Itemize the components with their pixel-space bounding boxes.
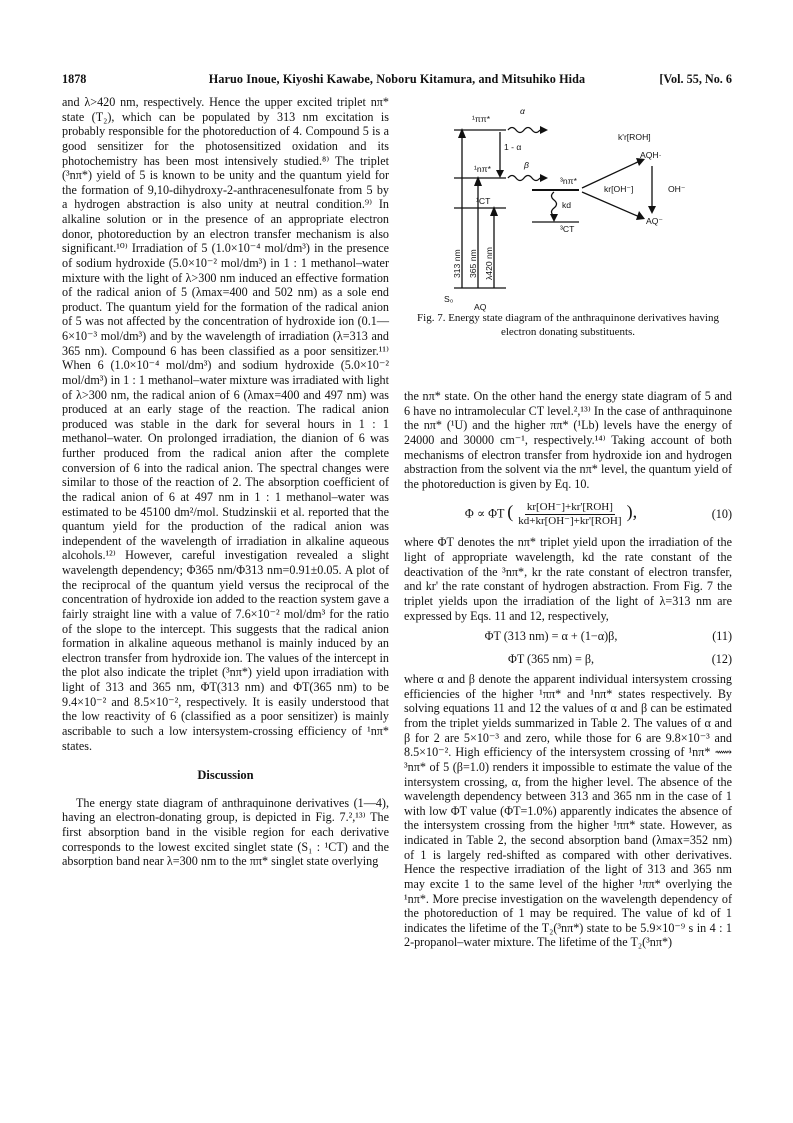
energy-state-diagram <box>414 100 724 312</box>
k-oh-arrow <box>582 192 642 218</box>
label-one-minus-alpha: 1 - α <box>504 142 522 152</box>
volume-info: [Vol. 55, No. 6 <box>659 72 732 86</box>
eq10-numerator: kr[OH⁻]+kr'[ROH] <box>526 500 613 513</box>
eq10-denominator: kd+kr[OH⁻]+kr'[ROH] <box>518 514 622 527</box>
body-paragraph: The energy state diagram of anthraquinone derivatives (1—4), having an electron-donating group, is depicted in Fig. 7.²,¹³⁾ The first absorption band in the visible region for each derivative corresponds to the lowest excited singlet state (S₁ : ¹CT) and the absorption band near λ=300 nm to the ππ* singlet state overlying <box>62 795 389 869</box>
label-aqh: AQH· <box>640 150 662 160</box>
eq10-lhs: Φ ∝ ΦT <box>464 506 505 521</box>
equation-11 <box>404 626 732 646</box>
body-paragraph: where α and β denote the apparent individual intersystem crossing efficiencies of the higher ¹ππ* and ¹nπ* states respectively. By solving equations 11 and 12 the values of α and β can be estimated from the triplet yields summarized in Table 2. The values of α and β for 2 are 5×10⁻³ and zero, while those for 6 are 9.8×10⁻³ and 8.5×10⁻². High efficiency of the intersystem crossing of ¹nπ* ⟿ ³nπ* of 5 (β=1.0) renders it impossible to estimate the value of the intersystem crossing, α, from the higher level. The absence of the wavelength dependency between 313 and 365 nm in the case of 1 with low ΦT value (ΦT=1.0%) apparently indicates the absence of the intersystem crossing from the higher ¹ππ* state. However, as indicated in Table 2, the second absorption band (λmax=352 nm) of 1 is largely red-shifted as compared with other derivatives. Hence the respective irradiation of the light of 313 and 365 nm may excite 1 to the same level of the higher ¹ππ* overlying the ¹nπ*. More precise investigation on the wavelength dependency of the photoreduction of 1 may be required. The value of kd of 1 indicates the lifetime of the T₂(³nπ*) state to be 5.9×10⁻⁹ s in 4 : 1 2-propanol–water mixture. The lifetime of the T₂(³nπ*) <box>404 672 732 950</box>
right-column <box>404 389 732 950</box>
eq12-expr: ΦT (365 nm) = β, <box>507 651 595 666</box>
label-npi1: ¹nπ* <box>474 164 491 174</box>
label-k-roh: k'r[ROH] <box>618 132 651 142</box>
label-oh-minus: OH⁻ <box>668 184 686 194</box>
label-aq: AQ <box>474 302 487 312</box>
eq10-number: (10) <box>711 507 732 522</box>
arrowhead-alpha <box>540 126 548 134</box>
running-authors: Haruo Inoue, Kiyoshi Kawabe, Noboru Kitamura, and Mitsuhiko Hida <box>208 72 586 86</box>
page-number: 1878 <box>62 72 87 86</box>
label-ct3: ³CT <box>560 224 575 234</box>
equation-10 <box>404 499 732 529</box>
label-ct1: ¹CT <box>476 196 491 206</box>
body-paragraph: and λ>420 nm, respectively. Hence the upper excited triplet nπ* state (T₂), which can be populated by 313 nm excitation is probably responsible for the photoreduction of 4. Compound 5 is a good sensitizer for the photosensitized oxidation and its photochemistry has been most intensively studied.⁸⁾ The triplet (³nπ*) yield of 5 is known to be unity and the quantum yield for the formation of 9,10-dihydroxy-2-anthracenesulfonate from 5 by a hydrogen abstraction is also unity at neutral condition.⁹⁾ In alkaline solution or in the presence of an appropriate electron donor, photoreduction by an electron transfer mechanism is also significant.¹⁰⁾ Irradiation of 5 (1.0×10⁻⁴ mol/dm³) in the presence of sodium hydroxide (5.0×10⁻² mol/dm³) in 1 : 1 methanol–water mixture with the light of λ>300 nm induced an effective formation of the radical anion of 5 (λmax=400 and 502 nm) as a sole end product. The quantum yield for the formation of the radical anion of 5 was not affected by the concentration of hydroxide ion (0.1—6×10⁻³ mol/dm³) and by the wavelength of irradiation (λ=313 and 365 nm). Compound 6 has been classified as a poor sensitizer.¹¹⁾ When 6 (1.0×10⁻⁴ mol/dm³) and sodium hydroxide (5.0×10⁻² mol/dm³) in 1 : 1 methanol–water mixture was irradiated with light of λ>300 nm, the radical anion of 6 (λmax=400 and 497 nm) was produced at an early stage of the reaction. The radical anion produced was stable in the dark for several hours in 1 : 1 methanol–water. On prolonged irradiation, the dianion of 6 was further produced from the radical anion after the complete conversion of 6 into the radical anion. The spectral changes were similar to those of the reaction of 2. The absorption coefficient of the radical anion of 6 at 497 nm in 1 : 1 methanol–water was estimated to be 45100 dm²/mol. Studzinskii et al. reported that the quantum yield for the production of the radical anion was independent of the wavelength of irradiation in alkaline aqueous alcohols.¹²⁾ However, careful investigation revealed a slight wavelength dependency; Φ365 nm/Φ313 nm=0.91±0.05. A plot of the reciprocal of the quantum yield versus the reciprocal of the concentration of hydroxide ion added to the reaction system gave a fairly straight line with a value of 7.6×10⁻² mol/dm³ for the ratio of the slope to the intercept. This suggests that the radical anion formation in alkaline aqueous methanol is mainly induced by an electron transfer from hydroxide ion. The values of the intercept in the plot also indicate the triplet (³nπ*) yield upon irradiation with light of 313 and 365 nm, ΦT(313 nm) and ΦT(365 nm) to be 9.4×10⁻² and 8.5×10⁻², respectively. It is easily understood that the low reactivity of 6 (classified as a poor sensitizer) is mainly ascribable to such a low intersystem-crossing efficiency of ¹nπ* states. <box>62 95 389 753</box>
equation-12 <box>404 649 732 669</box>
label-aq-minus: AQ⁻ <box>646 216 663 226</box>
left-column <box>62 95 389 869</box>
label-npi3: ³nπ* <box>560 176 577 186</box>
eq11-number: (11) <box>712 628 732 643</box>
label-kd: kd <box>562 200 572 210</box>
label-420nm: λ420 nm <box>484 247 494 280</box>
diagram-svg <box>414 100 724 312</box>
section-heading: Discussion <box>197 768 254 783</box>
beta-wavy <box>508 176 540 181</box>
eq11-expr: ΦT (313 nm) = α + (1−α)β, <box>484 628 618 643</box>
arrowhead-ph <box>648 206 656 214</box>
label-313nm: 313 nm <box>452 249 462 278</box>
label-alpha: α <box>520 106 525 116</box>
body-paragraph: the nπ* state. On the other hand the energy state diagram of 5 and 6 have no intramolecular CT level.²,¹³⁾ In the case of anthraquinone the nπ* (¹U) and the higher ππ* (¹Lb) levels have the energy of 24000 and 30000 cm⁻¹, respectively.¹⁴⁾ Taking account of both mechanisms of electron transfer from hydroxide ion and hydrogen abstraction from the solvent via the nπ* level, the quantum yield of the photoreduction is given by Eq. 10. <box>404 389 732 491</box>
body-paragraph: where ΦT denotes the nπ* triplet yield upon the irradiation of the light of appropriate wavelength, kd the rate constant of the deactivation of the ³nπ*, kr the rate constant of electron transfer, and kr' the rate constant of hydrogen abstraction. From Fig. 7 the triplet yields upon the irradiation of the light of λ=313 nm are expressed by Eqs. 11 and 12, respectively, <box>404 535 732 623</box>
alpha-wavy <box>508 128 540 133</box>
label-s0: S₀ <box>444 294 454 304</box>
label-365nm: 365 nm <box>468 249 478 278</box>
eq12-number: (12) <box>711 651 732 666</box>
arrowhead-kd <box>550 214 558 222</box>
arrowhead-beta <box>540 174 548 182</box>
equation-10-expr: Φ ∝ ΦT ( kr[OH⁻]+kr'[ROH] kd+kr[OH⁻]+kr'[ROH] ), <box>464 500 638 527</box>
arrowhead-ic <box>496 170 504 178</box>
label-beta: β <box>524 160 529 170</box>
label-k-oh: kr[OH⁻] <box>604 184 634 194</box>
figure-caption: Fig. 7. Energy state diagram of the anthraquinone derivatives having electron donating substituents. <box>417 312 719 338</box>
label-pipi: ¹ππ* <box>472 114 491 124</box>
running-header <box>62 72 732 90</box>
kd-wavy <box>552 192 557 216</box>
